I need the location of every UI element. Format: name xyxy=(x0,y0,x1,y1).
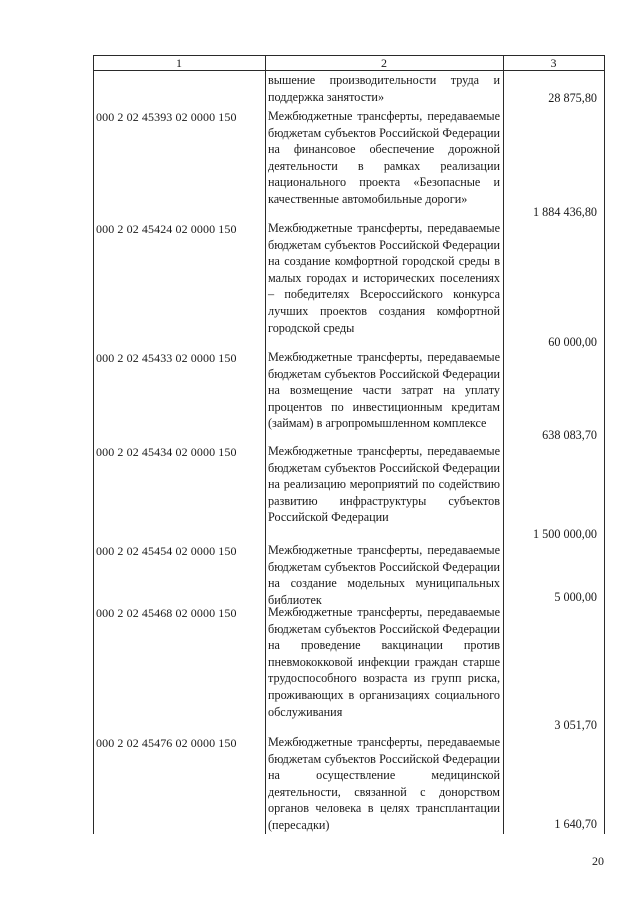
row-description: Межбюджетные трансферты, передаваемые бюджетам субъектов Российской Федерации на осуществление медицинской деятельности, связанной с донорством органов человека в целях трансплантации (пересадки) xyxy=(268,735,500,832)
row-amount: 60 000,00 xyxy=(548,335,597,349)
row-amount: 1 884 436,80 xyxy=(533,205,597,219)
continued-description: вышение производительности труда и поддержка занятости» xyxy=(268,73,500,104)
header-bottom-rule xyxy=(93,70,605,71)
row-description: Межбюджетные трансферты, передаваемые бюджетам субъектов Российской Федерации на создание модельных муниципальных библиотек xyxy=(268,543,500,607)
row-description: Межбюджетные трансферты, передаваемые бюджетам субъектов Российской Федерации на создание комфортной городской среды в малых городах и исторических поселениях – победителях Всероссийского конкурса лучших проектов создания комфортной городской среды xyxy=(268,221,500,335)
column-header-1: 1 xyxy=(176,56,182,70)
row-amount: 1 500 000,00 xyxy=(533,527,597,541)
page-number: 20 xyxy=(592,854,604,868)
row-code: 000 2 02 45434 02 0000 150 xyxy=(96,445,237,459)
row-code: 000 2 02 45424 02 0000 150 xyxy=(96,222,237,236)
column-rule-right xyxy=(604,55,605,834)
row-description: Межбюджетные трансферты, передаваемые бюджетам субъектов Российской Федерации на возмещение части затрат на уплату процентов по инвестиционным кредитам (займам) в агропромышленном комплексе xyxy=(268,350,500,431)
row-amount: 1 640,70 xyxy=(554,817,597,831)
continued-amount: 28 875,80 xyxy=(548,91,597,105)
row-code: 000 2 02 45476 02 0000 150 xyxy=(96,736,237,750)
column-rule-1 xyxy=(265,55,266,834)
row-amount: 638 083,70 xyxy=(542,428,597,442)
row-code: 000 2 02 45468 02 0000 150 xyxy=(96,606,237,620)
column-header-3: 3 xyxy=(550,56,557,70)
row-code: 000 2 02 45393 02 0000 150 xyxy=(96,110,237,124)
row-description: Межбюджетные трансферты, передаваемые бюджетам субъектов Российской Федерации на реализацию мероприятий по содействию развитию инфраструктуры субъектов Российской Федерации xyxy=(268,444,500,525)
row-amount: 5 000,00 xyxy=(554,590,597,604)
row-description: Межбюджетные трансферты, передаваемые бюджетам субъектов Российской Федерации на финансовое обеспечение дорожной деятельности в рамках реализации национального проекта «Безопасные и качественные автомобильные дороги» xyxy=(268,109,500,206)
column-header-2: 2 xyxy=(381,56,387,70)
row-code: 000 2 02 45433 02 0000 150 xyxy=(96,351,237,365)
column-rule-2 xyxy=(503,55,504,834)
row-code: 000 2 02 45454 02 0000 150 xyxy=(96,544,237,558)
row-description: Межбюджетные трансферты, передаваемые бюджетам субъектов Российской Федерации на проведение вакцинации против пневмококковой инфекции граждан старше трудоспособного возраста из групп риска, проживающих в организациях социального обслуживания xyxy=(268,605,500,719)
column-rule-left xyxy=(93,55,94,834)
row-amount: 3 051,70 xyxy=(554,718,597,732)
